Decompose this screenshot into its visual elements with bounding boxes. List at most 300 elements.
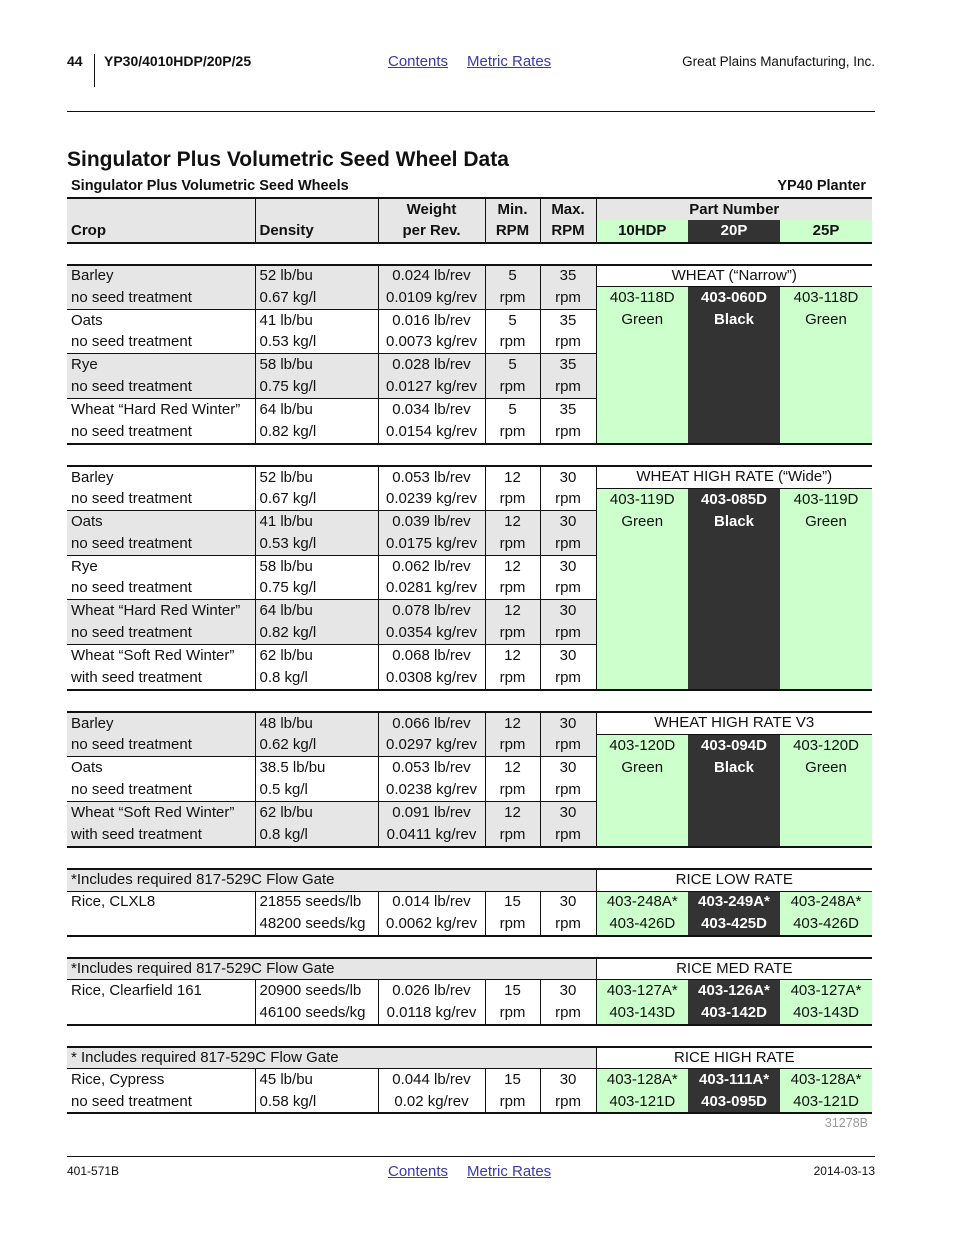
green-fill <box>596 398 688 420</box>
flow-gate-note-row <box>67 1047 872 1069</box>
seed-treatment: no seed treatment <box>67 533 255 555</box>
green-fill <box>596 555 688 577</box>
part-number-header: Part Number <box>596 198 872 220</box>
black-fill <box>688 801 780 823</box>
crop-row <box>67 555 872 577</box>
crop-header: Crop <box>67 220 255 242</box>
min-rpm: 12 <box>485 466 540 488</box>
flow-gate-note-row <box>67 958 872 980</box>
color-25p: Green <box>780 309 872 331</box>
flow-gate-note: * Includes required 817-529C Flow Gate <box>67 1047 596 1069</box>
density-imperial: 62 lb/bu <box>255 644 378 666</box>
seed-wheel-title: WHEAT HIGH RATE (“Wide”) <box>596 466 872 488</box>
weight-metric: 0.0238 kg/rev <box>378 779 485 801</box>
max-rpm: 30 <box>540 644 596 666</box>
weight-imperial: 0.091 lb/rev <box>378 801 485 823</box>
black-fill <box>688 577 780 599</box>
color-25p: Green <box>780 757 872 779</box>
crop-row-metric <box>67 622 872 644</box>
part-10hdp: 403-127A* <box>596 980 688 1002</box>
weight-metric: 0.0154 kg/rev <box>378 421 485 443</box>
density-imperial: 52 lb/bu <box>255 466 378 488</box>
weight-imperial: 0.026 lb/rev <box>378 980 485 1002</box>
page-number: 44 <box>67 53 83 69</box>
crop-row <box>67 466 872 488</box>
green-fill <box>596 622 688 644</box>
part-20p-alt: 403-142D <box>688 1002 780 1024</box>
min-rpm-unit: rpm <box>485 287 540 309</box>
green-fill <box>596 331 688 353</box>
seed-treatment <box>67 913 255 935</box>
density-metric: 0.67 kg/l <box>255 488 378 510</box>
max-rpm-unit: rpm <box>540 331 596 353</box>
max-rpm-unit: rpm <box>540 287 596 309</box>
weight-metric: 0.0175 kg/rev <box>378 533 485 555</box>
density-imperial: 38.5 lb/bu <box>255 757 378 779</box>
max-rpm-unit: rpm <box>540 622 596 644</box>
rice-row-metric <box>67 1091 872 1113</box>
crop-name: Barley <box>67 265 255 287</box>
seed-wheel-title: RICE LOW RATE <box>596 869 872 891</box>
weight-metric: 0.0411 kg/rev <box>378 823 485 845</box>
min-rpm: 5 <box>485 398 540 420</box>
density-metric: 46100 seeds/kg <box>255 1002 378 1024</box>
part-20p: 403-060D <box>688 287 780 309</box>
black-fill <box>688 667 780 689</box>
rice-row <box>67 980 872 1002</box>
seed-treatment: no seed treatment <box>71 422 192 440</box>
green-fill <box>596 421 688 443</box>
black-fill <box>688 555 780 577</box>
black-fill <box>688 600 780 622</box>
crop-name: Rye <box>67 354 255 376</box>
green-fill <box>780 823 872 845</box>
seed-wheel-tables <box>67 197 872 1114</box>
density-header: Density <box>255 220 378 242</box>
color-20p: Black <box>688 309 780 331</box>
part-20p: 403-111A* <box>688 1069 780 1091</box>
part-10hdp: 403-248A* <box>596 891 688 913</box>
part-25p: 403-120D <box>780 734 872 756</box>
seed-wheel-title: WHEAT HIGH RATE V3 <box>596 712 872 734</box>
green-fill <box>780 622 872 644</box>
weight-imperial: 0.034 lb/rev <box>378 398 485 420</box>
weight-metric: 0.0354 kg/rev <box>378 622 485 644</box>
min-rpm-unit: rpm <box>485 331 540 353</box>
green-fill <box>780 555 872 577</box>
crop-name: Barley <box>67 466 255 488</box>
density-imperial: 64 lb/bu <box>255 600 378 622</box>
crop-row <box>67 712 872 734</box>
planter-label: YP40 Planter <box>777 178 866 194</box>
flow-gate-note: *Includes required 817-529C Flow Gate <box>67 958 596 980</box>
max-rpm: 35 <box>540 265 596 287</box>
part-20p: 403-126A* <box>688 980 780 1002</box>
wheat-group-table <box>67 711 872 846</box>
density-metric: 0.82 kg/l <box>255 622 378 644</box>
density-imperial: 41 lb/bu <box>255 511 378 533</box>
density-header-blank <box>255 198 378 220</box>
crop-row <box>67 511 872 533</box>
part-10hdp-alt: 403-426D <box>596 913 688 935</box>
part-20p: 403-085D <box>688 488 780 510</box>
part-10hdp: 403-119D <box>596 488 688 510</box>
density-metric: 0.67 kg/l <box>255 287 378 309</box>
weight-imperial: 0.016 lb/rev <box>378 309 485 331</box>
crop-name: Barley <box>67 712 255 734</box>
min-rpm: 15 <box>485 1069 540 1091</box>
footer-rule <box>67 1156 875 1157</box>
weight-metric: 0.0297 kg/rev <box>378 734 485 756</box>
weight-metric: 0.0281 kg/rev <box>378 577 485 599</box>
metric-rates-link[interactable]: Metric Rates <box>467 53 552 70</box>
min-rpm: 15 <box>485 980 540 1002</box>
rice-row <box>67 891 872 913</box>
seed-treatment: no seed treatment <box>71 780 192 798</box>
weight-imperial: 0.014 lb/rev <box>378 891 485 913</box>
max-rpm: 30 <box>540 511 596 533</box>
weight-header-2: per Rev. <box>378 220 485 242</box>
header-row-2 <box>67 220 872 242</box>
density-metric: 0.8 kg/l <box>255 667 378 689</box>
crop-row <box>67 398 872 420</box>
weight-metric: 0.0127 kg/rev <box>378 376 485 398</box>
wheat-group-table <box>67 264 872 443</box>
max-rpm: 35 <box>540 354 596 376</box>
weight-metric: 0.0118 kg/rev <box>378 1002 485 1024</box>
green-fill <box>780 421 872 443</box>
part-20p-alt: 403-095D <box>688 1091 780 1113</box>
min-rpm: 5 <box>485 354 540 376</box>
min-rpm-unit: rpm <box>485 913 540 935</box>
wheat-group-table <box>67 465 872 689</box>
black-fill <box>688 331 780 353</box>
weight-metric: 0.0073 kg/rev <box>378 331 485 353</box>
min-rpm-unit: rpm <box>485 734 540 756</box>
density-imperial: 58 lb/bu <box>255 354 378 376</box>
black-fill <box>688 398 780 420</box>
green-fill <box>780 354 872 376</box>
min-rpm: 12 <box>485 801 540 823</box>
min-rpm-unit: rpm <box>485 622 540 644</box>
table-caption: Singulator Plus Volumetric Seed Wheels <box>71 178 349 194</box>
seed-treatment <box>67 1002 255 1024</box>
part-25p: 403-248A* <box>780 891 872 913</box>
part-25p: 403-118D <box>780 287 872 309</box>
green-fill <box>596 644 688 666</box>
rice-row-metric <box>67 913 872 935</box>
rice-table <box>67 957 872 1026</box>
seed-treatment: no seed treatment <box>67 376 255 398</box>
crop-name: Rice, CLXL8 <box>71 893 156 911</box>
footer-metric-rates-link[interactable]: Metric Rates <box>467 1163 552 1180</box>
green-fill <box>596 376 688 398</box>
density-metric: 0.62 kg/l <box>255 734 378 756</box>
crop-row-metric <box>67 287 872 309</box>
density-imperial: 41 lb/bu <box>255 309 378 331</box>
seed-wheel-title: WHEAT (“Narrow”) <box>596 265 872 287</box>
min-rpm: 15 <box>485 891 540 913</box>
part-25p: 403-119D <box>780 488 872 510</box>
seed-treatment: no seed treatment <box>67 734 255 756</box>
part-25p-alt: 403-143D <box>780 1002 872 1024</box>
green-fill <box>596 667 688 689</box>
crop-row-metric <box>67 331 872 353</box>
max-rpm-unit: rpm <box>540 1091 596 1113</box>
col-25p: 25P <box>780 220 872 242</box>
seed-treatment: no seed treatment <box>71 333 192 351</box>
green-fill <box>596 600 688 622</box>
green-fill <box>780 577 872 599</box>
min-rpm: 12 <box>485 600 540 622</box>
green-fill <box>780 533 872 555</box>
crop-name: Rice, Clearfield 161 <box>71 982 202 1000</box>
part-10hdp: 403-120D <box>596 734 688 756</box>
crop-header-blank <box>67 198 255 220</box>
max-rpm-header-2: RPM <box>540 220 596 242</box>
weight-imperial: 0.053 lb/rev <box>378 466 485 488</box>
max-rpm: 30 <box>540 757 596 779</box>
seed-treatment: no seed treatment <box>71 490 192 508</box>
crop-name: Rice, Cypress <box>71 1071 165 1089</box>
density-metric: 0.75 kg/l <box>255 376 378 398</box>
crop-row-metric <box>67 488 872 510</box>
seed-treatment: with seed treatment <box>67 823 255 845</box>
weight-metric: 0.0109 kg/rev <box>378 287 485 309</box>
part-20p: 403-249A* <box>688 891 780 913</box>
green-fill <box>596 577 688 599</box>
crop-row-metric <box>67 823 872 845</box>
seed-treatment: no seed treatment <box>67 287 255 309</box>
black-fill <box>688 354 780 376</box>
green-fill <box>596 354 688 376</box>
color-20p: Black <box>688 511 780 533</box>
max-rpm-unit: rpm <box>540 421 596 443</box>
black-fill <box>688 533 780 555</box>
max-rpm-header: Max. <box>540 198 596 220</box>
min-rpm-unit: rpm <box>485 1091 540 1113</box>
weight-imperial: 0.078 lb/rev <box>378 600 485 622</box>
max-rpm: 30 <box>540 555 596 577</box>
rice-table <box>67 1046 872 1115</box>
max-rpm: 30 <box>540 891 596 913</box>
rice-row-metric <box>67 1002 872 1024</box>
density-metric: 0.5 kg/l <box>255 779 378 801</box>
doc-number: 401-571B <box>67 1164 120 1178</box>
black-fill <box>688 779 780 801</box>
footer-contents-link[interactable]: Contents <box>388 1163 449 1180</box>
max-rpm-unit: rpm <box>540 488 596 510</box>
color-20p: Black <box>688 757 780 779</box>
weight-imperial: 0.028 lb/rev <box>378 354 485 376</box>
density-metric: 0.82 kg/l <box>255 421 378 443</box>
max-rpm-unit: rpm <box>540 913 596 935</box>
crop-row <box>67 644 872 666</box>
color-10hdp: Green <box>596 511 688 533</box>
model-title: YP30/4010HDP/20P/25 <box>104 53 252 69</box>
min-rpm-header-2: RPM <box>485 220 540 242</box>
contents-link[interactable]: Contents <box>388 53 449 70</box>
weight-metric: 0.0308 kg/rev <box>378 667 485 689</box>
part-10hdp-alt: 403-143D <box>596 1002 688 1024</box>
density-metric: 0.75 kg/l <box>255 577 378 599</box>
min-rpm: 12 <box>485 511 540 533</box>
green-fill <box>596 779 688 801</box>
weight-imperial: 0.039 lb/rev <box>378 511 485 533</box>
max-rpm-unit: rpm <box>540 667 596 689</box>
max-rpm-unit: rpm <box>540 823 596 845</box>
min-rpm-unit: rpm <box>485 533 540 555</box>
flow-gate-note-row <box>67 869 872 891</box>
crop-name: Oats <box>67 309 255 331</box>
min-rpm-unit: rpm <box>485 376 540 398</box>
black-fill <box>688 644 780 666</box>
part-10hdp: 403-118D <box>596 287 688 309</box>
max-rpm: 30 <box>540 712 596 734</box>
crop-row <box>67 801 872 823</box>
crop-name: Wheat “Soft Red Winter” <box>67 801 255 823</box>
seed-treatment: with seed treatment <box>71 668 202 686</box>
min-rpm-unit: rpm <box>485 779 540 801</box>
black-fill <box>688 421 780 443</box>
green-fill <box>596 533 688 555</box>
weight-metric: 0.02 kg/rev <box>378 1091 485 1113</box>
min-rpm: 12 <box>485 712 540 734</box>
weight-metric: 0.0062 kg/rev <box>378 913 485 935</box>
crop-name: Wheat “Hard Red Winter” <box>67 398 255 420</box>
weight-imperial: 0.062 lb/rev <box>378 555 485 577</box>
green-fill <box>780 801 872 823</box>
header-divider <box>94 54 95 87</box>
min-rpm: 12 <box>485 555 540 577</box>
min-rpm: 12 <box>485 644 540 666</box>
green-fill <box>596 801 688 823</box>
density-metric: 0.53 kg/l <box>255 533 378 555</box>
min-rpm-unit: rpm <box>485 577 540 599</box>
weight-imperial: 0.066 lb/rev <box>378 712 485 734</box>
density-imperial: 64 lb/bu <box>255 398 378 420</box>
part-20p: 403-094D <box>688 734 780 756</box>
green-fill <box>596 823 688 845</box>
company-name: Great Plains Manufacturing, Inc. <box>682 54 875 69</box>
color-10hdp: Green <box>596 757 688 779</box>
crop-row <box>67 265 872 287</box>
figure-id: 31278B <box>824 1116 868 1130</box>
col-10hdp: 10HDP <box>596 220 688 242</box>
crop-row-metric <box>67 533 872 555</box>
density-imperial: 62 lb/bu <box>255 801 378 823</box>
density-imperial: 58 lb/bu <box>255 555 378 577</box>
max-rpm-unit: rpm <box>540 577 596 599</box>
page-title: Singulator Plus Volumetric Seed Wheel Data <box>67 148 509 171</box>
min-rpm: 12 <box>485 757 540 779</box>
part-10hdp-alt: 403-121D <box>596 1091 688 1113</box>
crop-row-metric <box>67 577 872 599</box>
min-rpm-unit: rpm <box>485 823 540 845</box>
crop-name: Wheat “Hard Red Winter” <box>67 600 255 622</box>
crop-row <box>67 354 872 376</box>
header-rule <box>67 111 875 112</box>
max-rpm: 30 <box>540 980 596 1002</box>
density-metric: 0.53 kg/l <box>255 331 378 353</box>
green-fill <box>780 398 872 420</box>
crop-row <box>67 757 872 779</box>
max-rpm-unit: rpm <box>540 779 596 801</box>
color-25p: Green <box>780 511 872 533</box>
seed-treatment: no seed treatment <box>67 622 255 644</box>
crop-row-metric <box>67 667 872 689</box>
max-rpm-unit: rpm <box>540 734 596 756</box>
min-rpm-unit: rpm <box>485 488 540 510</box>
green-fill <box>780 779 872 801</box>
max-rpm-unit: rpm <box>540 376 596 398</box>
header-row-1 <box>67 198 872 220</box>
density-imperial: 52 lb/bu <box>255 265 378 287</box>
weight-imperial: 0.053 lb/rev <box>378 757 485 779</box>
density-imperial: 21855 seeds/lb <box>255 891 378 913</box>
max-rpm: 35 <box>540 309 596 331</box>
max-rpm: 30 <box>540 466 596 488</box>
black-fill <box>688 823 780 845</box>
weight-header: Weight <box>378 198 485 220</box>
black-fill <box>688 376 780 398</box>
seed-wheel-title: RICE HIGH RATE <box>596 1047 872 1069</box>
density-metric: 0.8 kg/l <box>255 823 378 845</box>
seed-wheel-title: RICE MED RATE <box>596 958 872 980</box>
min-rpm-unit: rpm <box>485 421 540 443</box>
min-rpm: 5 <box>485 309 540 331</box>
crop-name: Wheat “Soft Red Winter” <box>67 644 255 666</box>
part-25p-alt: 403-426D <box>780 913 872 935</box>
crop-name: Oats <box>67 511 255 533</box>
part-25p-alt: 403-121D <box>780 1091 872 1113</box>
max-rpm: 30 <box>540 801 596 823</box>
weight-metric: 0.0239 kg/rev <box>378 488 485 510</box>
green-fill <box>780 600 872 622</box>
crop-row <box>67 600 872 622</box>
crop-name: Oats <box>67 757 255 779</box>
weight-imperial: 0.044 lb/rev <box>378 1069 485 1091</box>
density-imperial: 20900 seeds/lb <box>255 980 378 1002</box>
green-fill <box>780 376 872 398</box>
weight-imperial: 0.068 lb/rev <box>378 644 485 666</box>
flow-gate-note: *Includes required 817-529C Flow Gate <box>67 869 596 891</box>
crop-row-metric <box>67 376 872 398</box>
crop-row <box>67 309 872 331</box>
max-rpm-unit: rpm <box>540 533 596 555</box>
header-table <box>67 197 872 244</box>
part-25p: 403-128A* <box>780 1069 872 1091</box>
green-fill <box>780 331 872 353</box>
black-fill <box>688 622 780 644</box>
crop-row-metric <box>67 734 872 756</box>
min-rpm: 5 <box>485 265 540 287</box>
doc-date: 2014-03-13 <box>813 1164 875 1178</box>
density-metric: 0.58 kg/l <box>255 1091 378 1113</box>
min-rpm-header: Min. <box>485 198 540 220</box>
weight-imperial: 0.024 lb/rev <box>378 265 485 287</box>
density-imperial: 45 lb/bu <box>255 1069 378 1091</box>
min-rpm-unit: rpm <box>485 1002 540 1024</box>
part-25p: 403-127A* <box>780 980 872 1002</box>
crop-row-metric <box>67 421 872 443</box>
density-metric: 48200 seeds/kg <box>255 913 378 935</box>
seed-treatment: no seed treatment <box>71 579 192 597</box>
green-fill <box>780 667 872 689</box>
crop-name: Rye <box>67 555 255 577</box>
color-10hdp: Green <box>596 309 688 331</box>
max-rpm: 30 <box>540 600 596 622</box>
